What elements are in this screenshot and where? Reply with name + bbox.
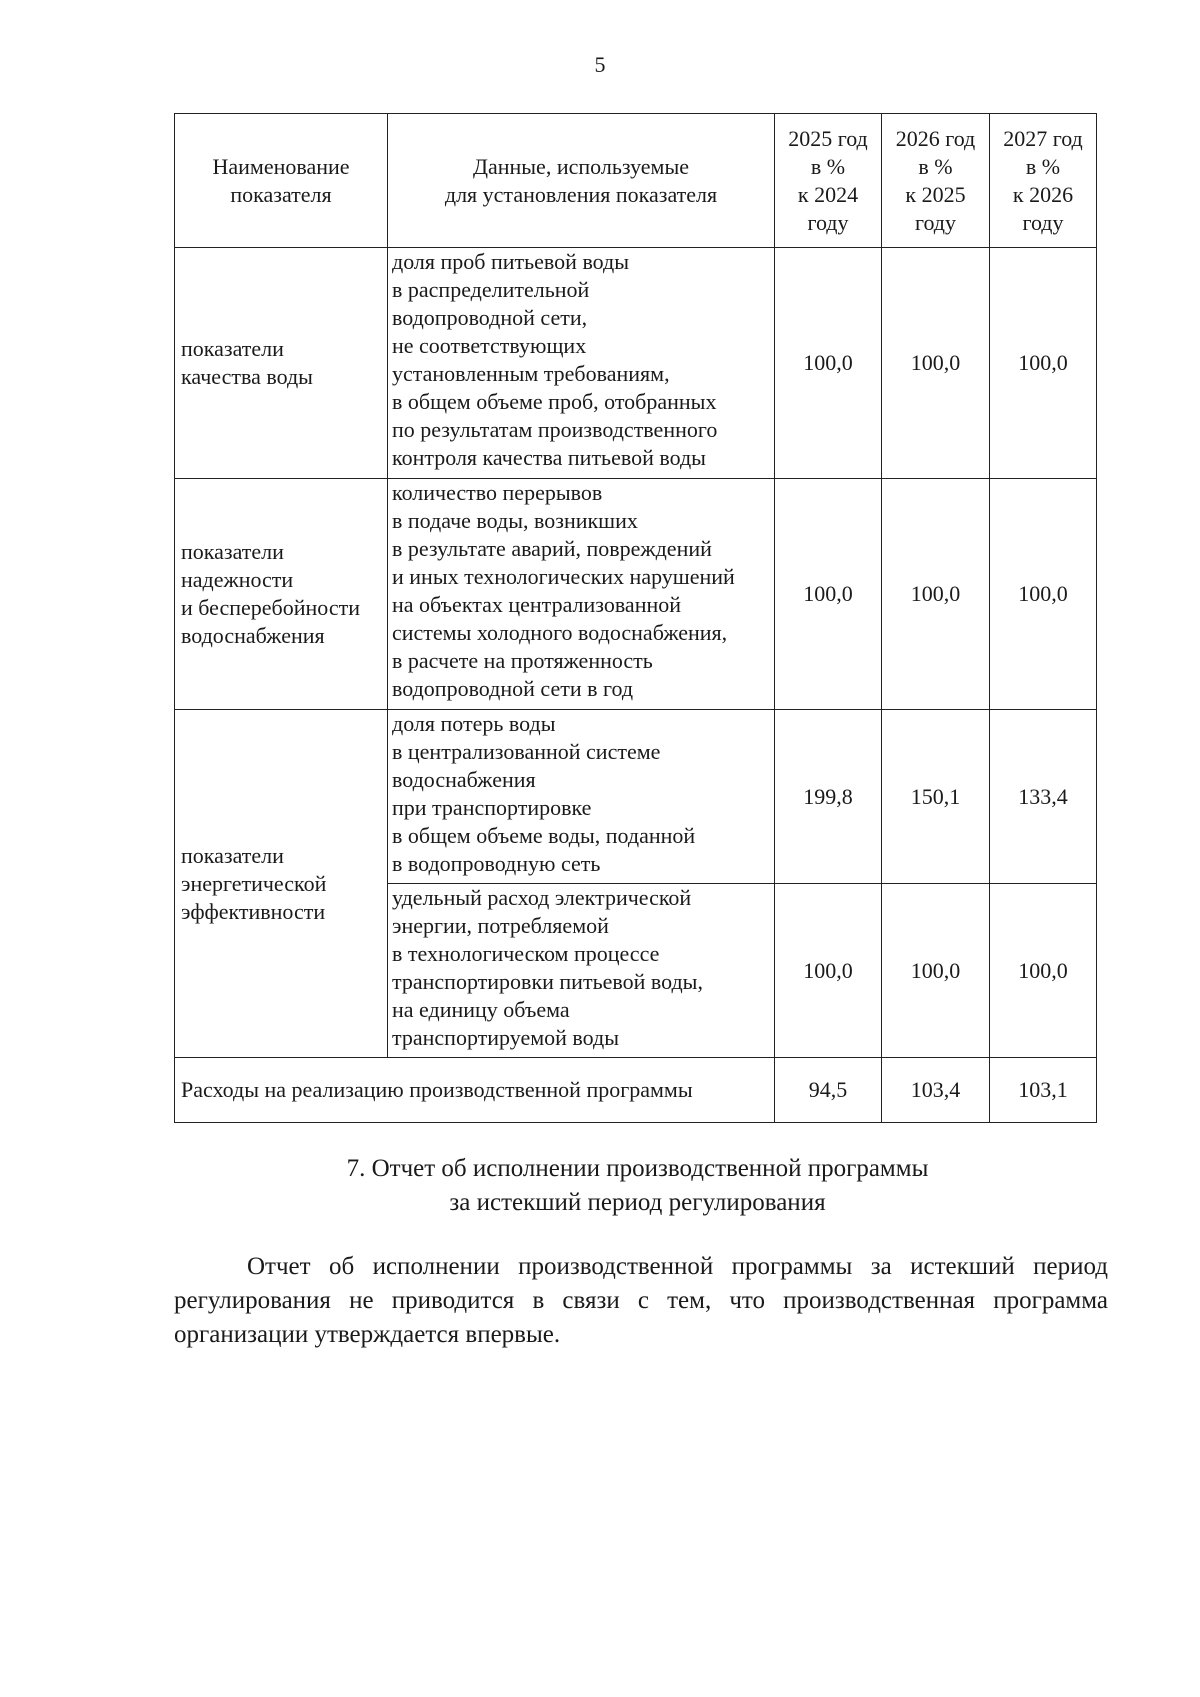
indicator-name-cell: показатели надежности и бесперебойности водоснабжения [175, 479, 388, 710]
total-value-2027: 103,1 [990, 1058, 1097, 1123]
value-2027: 100,0 [990, 248, 1097, 479]
value-2026: 150,1 [882, 710, 990, 884]
table-row [175, 710, 1097, 884]
total-value-2026: 103,4 [882, 1058, 990, 1123]
header-2027: 2027 год в % к 2026 году [990, 114, 1097, 248]
value-2025: 100,0 [775, 884, 882, 1058]
header-source-data: Данные, используемые для установления показателя [388, 114, 775, 248]
indicator-name-cell: показатели качества воды [175, 248, 388, 479]
value-2027: 100,0 [990, 479, 1097, 710]
value-2026: 100,0 [882, 479, 990, 710]
value-2026: 100,0 [882, 248, 990, 479]
value-2025: 199,8 [775, 710, 882, 884]
header-2026: 2026 год в % к 2025 году [882, 114, 990, 248]
indicator-data-cell: доля проб питьевой воды в распределительной водопроводной сети, не соответствующих установленным требованиям, в общем объеме проб, отобранных по результатам производственного контроля качества питьевой воды [388, 248, 775, 479]
table-total-row [175, 1058, 1097, 1123]
header-2025: 2025 год в % к 2024 году [775, 114, 882, 248]
indicator-data-cell: удельный расход электрической энергии, потребляемой в технологическом процессе транспортировки питьевой воды, на единицу объема транспортируемой воды [388, 884, 775, 1058]
indicators-table [174, 113, 1097, 1123]
total-label: Расходы на реализацию производственной программы [175, 1058, 775, 1123]
indicator-data-cell: доля потерь воды в централизованной системе водоснабжения при транспортировке в общем объеме воды, поданной в водопроводную сеть [388, 710, 775, 884]
value-2026: 100,0 [882, 884, 990, 1058]
report-paragraph: Отчет об исполнении производственной программы за истекший период регулирования не приводится в связи с тем, что производственная программа организации утверждается впервые. [174, 1253, 1108, 1348]
indicator-name-cell: показатели энергетической эффективности [175, 710, 388, 1058]
value-2025: 100,0 [775, 248, 882, 479]
section-title: 7. Отчет об исполнении производственной программы за истекший период регулирования [346, 1155, 929, 1216]
table-header-row [175, 114, 1097, 248]
indicator-data-cell: количество перерывов в подаче воды, возникших в результате аварий, повреждений и иных технологических нарушений на объектах централизованной системы холодного водоснабжения, в расчете на протяженность водопроводной сети в год [388, 479, 775, 710]
value-2027: 133,4 [990, 710, 1097, 884]
total-value-2025: 94,5 [775, 1058, 882, 1123]
table-row [175, 479, 1097, 710]
table-row [175, 248, 1097, 479]
page-number: 5 [594, 52, 606, 77]
value-2027: 100,0 [990, 884, 1097, 1058]
header-indicator-name: Наименование показателя [175, 114, 388, 248]
value-2025: 100,0 [775, 479, 882, 710]
